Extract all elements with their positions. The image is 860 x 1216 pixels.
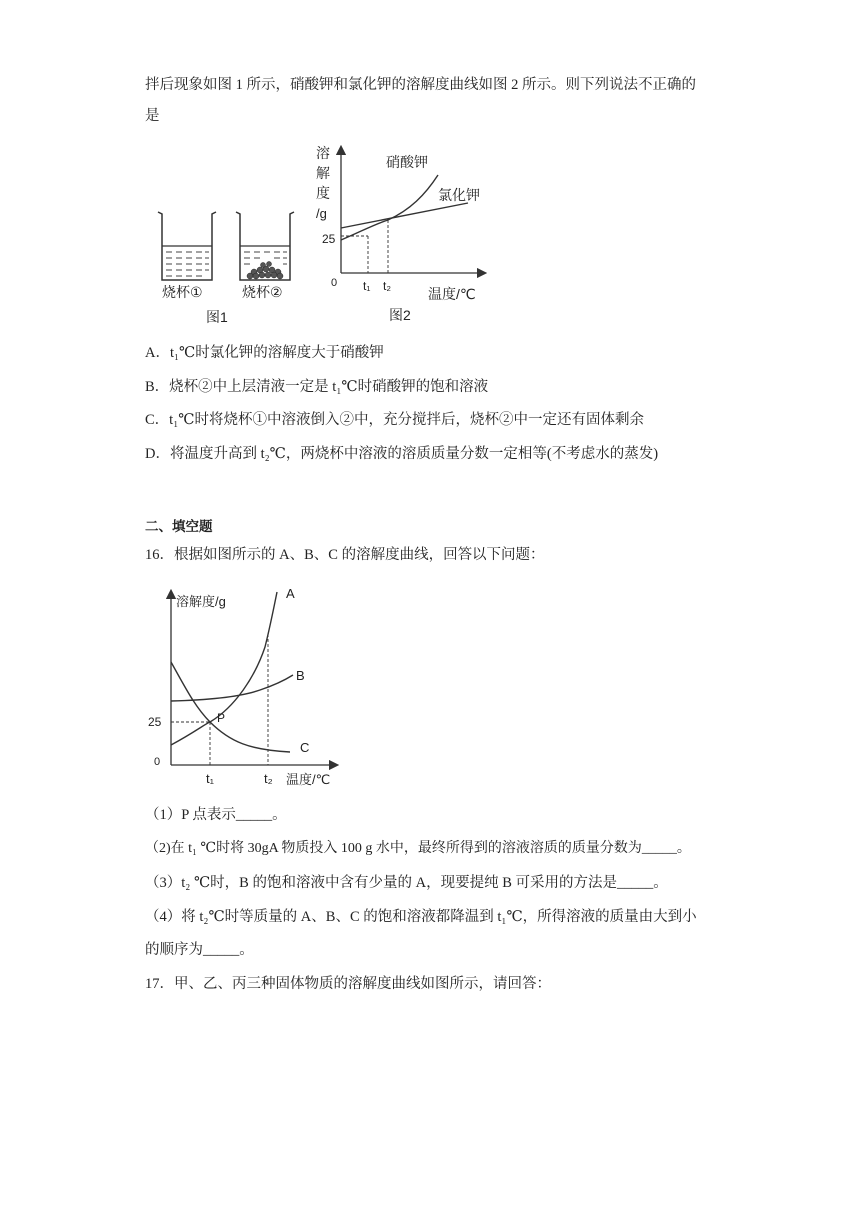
- q16-sub-4a: （4）将 t₂℃时等质量的 A、B、C 的饱和溶液都降温到 t₁℃，所得溶液的质量由大到小: [145, 909, 697, 925]
- option-c: C．t₁℃时将烧杯①中溶液倒入②中，充分搅拌后，烧杯②中一定还有固体剩余: [145, 412, 644, 428]
- tick-t1: t₁: [363, 279, 371, 293]
- q16-origin: 0: [154, 756, 161, 768]
- tick-t2: t₂: [383, 279, 391, 293]
- q16-sub-2: （2)在 t₁ ℃时将 30gA 物质投入 100 g 水中，最终所得到的溶液溶质的质量分数为_____。: [145, 841, 691, 856]
- x-axis-label: 温度/℃: [428, 286, 476, 302]
- y-tick-25: 25: [322, 232, 336, 246]
- curve-kno3: [341, 175, 438, 240]
- q16-label-a: A: [286, 586, 295, 601]
- q16-tick-t1: t₁: [206, 771, 214, 786]
- origin-label: 0: [331, 277, 338, 289]
- figure-2-caption: 图2: [389, 307, 411, 323]
- q16-stem: 16．根据如图所示的 A、B、C 的溶解度曲线，回答以下问题：: [145, 547, 545, 563]
- option-d: D．将温度升高到 t₂℃，两烧杯中溶液的溶质质量分数一定相等(不考虑水的蒸发): [145, 446, 659, 462]
- intro-line-1: 拌后现象如图 1 所示，硝酸钾和氯化钾的溶解度曲线如图 2 所示。则下列说法不正确的: [145, 77, 696, 93]
- beaker-2-label: 烧杯②: [242, 284, 283, 300]
- q16-y-label: 溶解度/g: [176, 594, 226, 609]
- q16-label-c: C: [300, 740, 310, 755]
- y-label-char-1: 溶: [316, 145, 330, 161]
- figure-2-solubility-chart: [310, 140, 500, 330]
- option-b: B．烧杯②中上层清液一定是 t₁℃时硝酸钾的饱和溶液: [145, 379, 489, 395]
- q16-sub-4b: 的顺序为_____。: [145, 942, 254, 958]
- series-label-kno3: 硝酸钾: [386, 154, 428, 170]
- beaker-1-label: 烧杯①: [162, 284, 203, 300]
- beaker-1-icon: [158, 212, 216, 280]
- q16-sub-1: （1）P 点表示_____。: [145, 807, 287, 823]
- q16-x-label: 温度/℃: [286, 772, 331, 787]
- q16-curve-b: [171, 675, 293, 701]
- figure-1-caption: 图1: [206, 309, 228, 325]
- figure-1-beakers: [150, 200, 310, 330]
- q16-y-tick-25: 25: [148, 715, 162, 729]
- curve-kcl: [341, 203, 468, 228]
- series-label-kcl: 氯化钾: [438, 187, 480, 203]
- option-a: A．t₁℃时氯化钾的溶解度大于硝酸钾: [145, 345, 384, 361]
- y-label-char-2: 解: [316, 165, 330, 181]
- beaker-2-icon: [236, 212, 294, 280]
- section-title: 二、填空题: [145, 519, 213, 534]
- q17-stem: 17．甲、乙、丙三种固体物质的溶解度曲线如图所示，请回答：: [145, 976, 551, 992]
- q16-label-p: P: [217, 711, 226, 725]
- q16-label-b: B: [296, 668, 305, 683]
- y-label-char-4: /g: [316, 206, 327, 221]
- q16-solubility-chart: [140, 582, 345, 792]
- intro-line-2: 是: [145, 108, 160, 124]
- q16-tick-t2: t₂: [264, 771, 273, 786]
- y-label-char-3: 度: [316, 185, 330, 201]
- q16-sub-3: （3）t₂ ℃时，B 的饱和溶液中含有少量的 A，现要提纯 B 可采用的方法是_____。: [145, 875, 668, 891]
- q16-curve-c: [171, 662, 290, 752]
